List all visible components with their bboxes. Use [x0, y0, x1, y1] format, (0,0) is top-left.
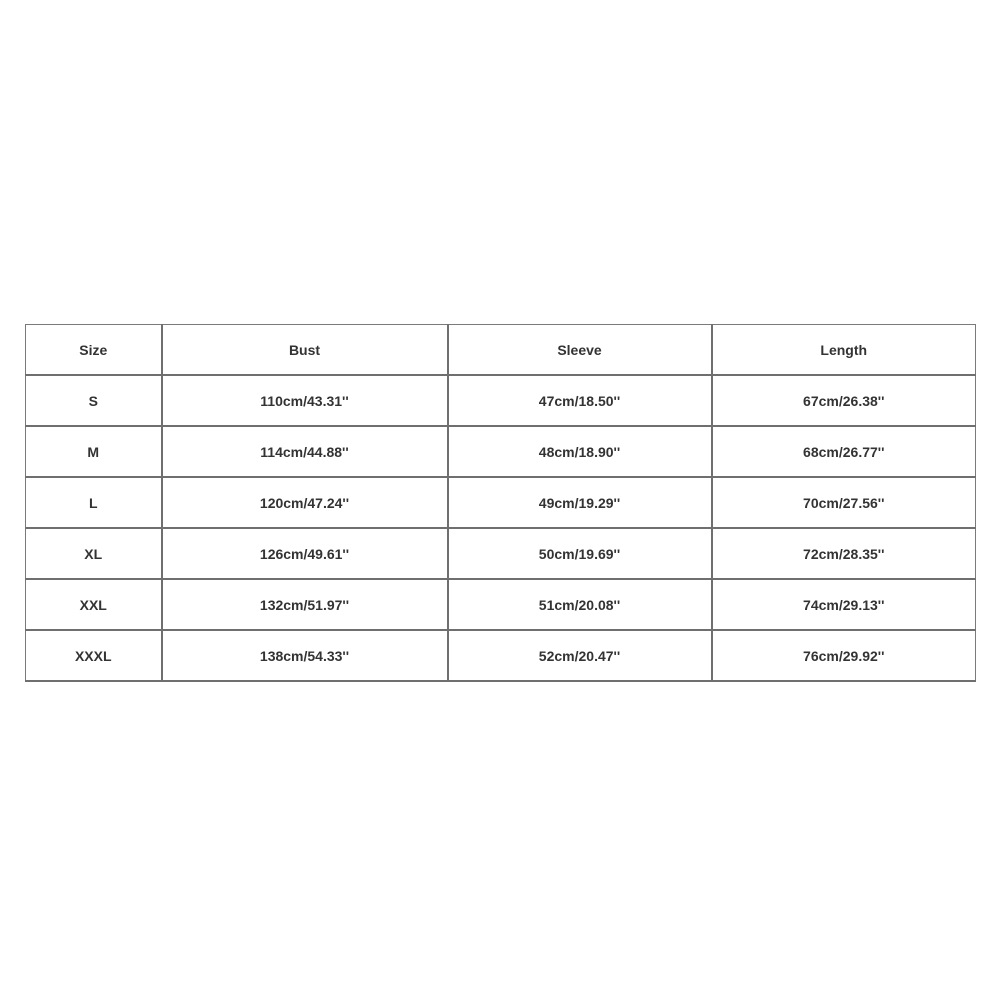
cell-size: M: [26, 426, 162, 477]
cell-length: 67cm/26.38'': [712, 375, 976, 426]
header-sleeve: Sleeve: [448, 325, 712, 376]
cell-sleeve: 48cm/18.90'': [448, 426, 712, 477]
cell-size: XXL: [26, 579, 162, 630]
cell-sleeve: 50cm/19.69'': [448, 528, 712, 579]
cell-bust: 138cm/54.33'': [162, 630, 448, 681]
cell-length: 68cm/26.77'': [712, 426, 976, 477]
cell-size: L: [26, 477, 162, 528]
cell-length: 70cm/27.56'': [712, 477, 976, 528]
header-size: Size: [26, 325, 162, 376]
table-row: [26, 579, 976, 630]
cell-length: 74cm/29.13'': [712, 579, 976, 630]
cell-bust: 120cm/47.24'': [162, 477, 448, 528]
cell-length: 76cm/29.92'': [712, 630, 976, 681]
cell-length: 72cm/28.35'': [712, 528, 976, 579]
cell-size: S: [26, 375, 162, 426]
table-row: [26, 375, 976, 426]
cell-bust: 110cm/43.31'': [162, 375, 448, 426]
cell-size: XXXL: [26, 630, 162, 681]
header-length: Length: [712, 325, 976, 376]
cell-bust: 114cm/44.88'': [162, 426, 448, 477]
cell-sleeve: 52cm/20.47'': [448, 630, 712, 681]
size-chart-body: [26, 375, 976, 681]
table-row: [26, 630, 976, 681]
cell-size: XL: [26, 528, 162, 579]
size-chart-header: [26, 325, 976, 376]
cell-sleeve: 49cm/19.29'': [448, 477, 712, 528]
header-row: [26, 325, 976, 376]
cell-sleeve: 51cm/20.08'': [448, 579, 712, 630]
cell-sleeve: 47cm/18.50'': [448, 375, 712, 426]
table-row: [26, 426, 976, 477]
table-row: [26, 477, 976, 528]
size-chart-table: [25, 324, 976, 682]
table-row: [26, 528, 976, 579]
header-bust: Bust: [162, 325, 448, 376]
cell-bust: 126cm/49.61'': [162, 528, 448, 579]
cell-bust: 132cm/51.97'': [162, 579, 448, 630]
